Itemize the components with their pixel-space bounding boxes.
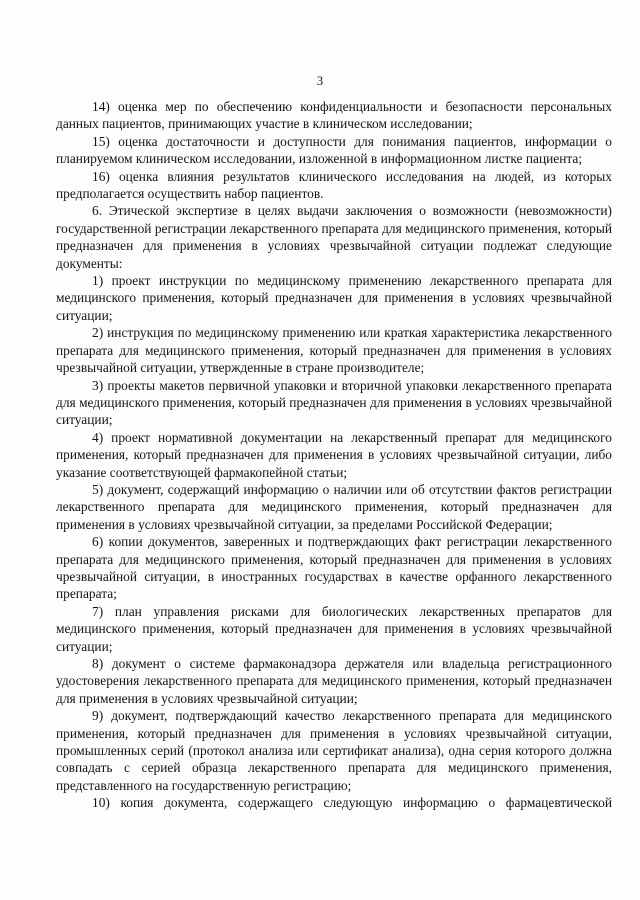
paragraph-document-7: 7) план управления рисками для биологических лекарственных препаратов для медицинского применения, который предназначен для применения в условиях чрезвычайной ситуации; — [56, 603, 612, 654]
paragraph-document-5: 5) документ, содержащий информацию о наличии или об отсутствии фактов регистрации лекарственного препарата для медицинского применения, который предназначен для применения в условиях чрезвычайной ситуации, за пределами Российской Федерации; — [56, 481, 612, 532]
paragraph-item-16: 16) оценка влияния результатов клинического исследования на людей, из которых предполагается осуществить набор пациентов. — [56, 168, 612, 202]
paragraph-document-10: 10) копия документа, содержащего следующую информацию о фармацевтической — [92, 795, 612, 811]
paragraph-document-3: 3) проекты макетов первичной упаковки и вторичной упаковки лекарственного препарата для медицинского применения, который предназначен для применения в условиях чрезвычайной ситуации; — [56, 377, 612, 428]
paragraph-document-1: 1) проект инструкции по медицинскому применению лекарственного препарата для медицинского применения, который предназначен для применения в условиях чрезвычайной ситуации; — [56, 273, 612, 323]
paragraph-document-8: 8) документ о системе фармаконадзора держателя или владельца регистрационного удостоверения лекарственного препарата для медицинского применения, который предназначен для применения в условиях чрезвычайной ситуации; — [56, 656, 612, 706]
paragraph-document-2: 2) инструкция по медицинскому применению или краткая характеристика лекарственного препарата для медицинского применения, который предназначен для применения в условиях чрезвычайной ситуации, утвержденные в стране производителе; — [56, 325, 612, 376]
paragraph-item-14: 14) оценка мер по обеспечению конфиденциальности и безопасности персональных данных пациентов, принимающих участие в клиническом исследовании; — [56, 99, 612, 132]
paragraph-document-6: 6) копии документов, заверенных и подтверждающих факт регистрации лекарственного препарата для медицинского применения, который предназначен для применения в условиях чрезвычайной ситуации, в иностранных государствах в качестве орфанного лекарственного препарата; — [56, 534, 612, 602]
paragraph-document-4: 4) проект нормативной документации на лекарственный препарат для медицинского применения, который предназначен для применения в условиях чрезвычайной ситуации, либо указание соответствующей фармакопейной статьи; — [56, 429, 612, 480]
paragraph-section-6: 6. Этической экспертизе в целях выдачи заключения о возможности (невозможности) государственной регистрации лекарственного препарата для медицинского применения, который предназначен для применения в условиях чрезвычайной ситуации подлежат следующие документы: — [56, 203, 612, 271]
paragraph-item-15: 15) оценка достаточности и доступности для понимания пациентов, информации о планируемом клиническом исследовании, изложенной в информационном листке пациента; — [56, 133, 612, 167]
page-number: 3 — [316, 74, 324, 88]
paragraph-document-9: 9) документ, подтверждающий качество лекарственного препарата для медицинского применения, который предназначен для применения в условиях чрезвычайной ситуации, промышленных серий (протокол анализа или сертификат анализа), одна серия которого должна совпадать с серией образца лекарственного препарата для медицинского применения, представленного на государственную регистрацию; — [56, 708, 612, 793]
body-text — [56, 98, 612, 812]
